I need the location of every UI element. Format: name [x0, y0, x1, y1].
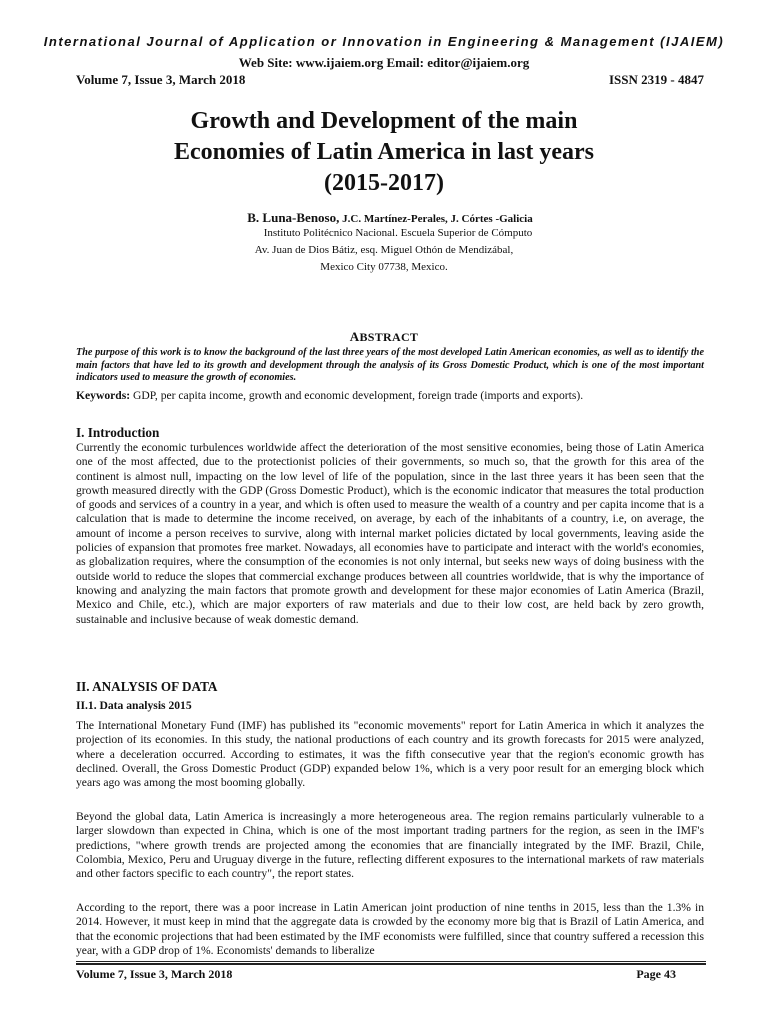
volume-info: Volume 7, Issue 3, March 2018 — [76, 72, 246, 87]
analysis-paragraph-1: The International Monetary Fund (IMF) has published its "economic movements" report for Latin America in which it analyzes the projection of its economies. In this study, the national productions of each country and its growth forecasts for 2015 were analyzed, where a deceleration occurred. According to estimates, it was the fifth consecutive year that the region's economic growth has declined. Overall, the Gross Domestic Product (GDP) expanded below 1%, which is a very poor result for an emerging block which years ago was among the most booming globally. — [76, 719, 704, 790]
abstract-heading-rest: BSTRACT — [359, 330, 419, 344]
affiliation-line-2: Av. Juan de Dios Bátiz, esq. Miguel Othón de Mendizábal, — [254, 244, 514, 256]
page-footer — [76, 967, 676, 982]
affiliation-line-1: Instituto Politécnico Nacional. Escuela Superior de Cómputo — [263, 227, 533, 239]
volume-issn-line — [76, 72, 704, 88]
analysis-heading: II. ANALYSIS OF DATA — [76, 679, 218, 694]
abstract-text: The purpose of this work is to know the background of the last three years of the most developed Latin American economies, as well as to identify the main factors that have led to its growth and development through the analysis of its Gross Domestic Product, which is one of the most important indicators used to measure the growth of economies. — [76, 347, 704, 383]
abstract-heading — [0, 329, 768, 345]
journal-website-line: Web Site: www.ijaiem.org Email: editor@ijaiem.org — [238, 55, 530, 70]
affiliation-line-3: Mexico City 07738, Mexico. — [320, 261, 448, 273]
analysis-paragraph-2: Beyond the global data, Latin America is increasingly a more heterogeneous area. The region remains particularly vulnerable to a larger slowdown than expected in China, which is one of the most important trading partners for the region, as seen in the IMF's predictions, "where growth trends are projected among the economies that are financially integrated by the IMF. Brazil, Chile, Colombia, Mexico, Peru and Uruguay diverge in the future, reflecting different exposures to the international markets of raw materials and other factors specific to each country", the report states. — [76, 810, 704, 881]
footer-rule — [76, 961, 706, 962]
introduction-paragraph: Currently the economic turbulences worldwide affect the deterioration of the most sensitive economies, being those of Latin America one of the most affected, due to the protectionist policies of their governments, so much so, that the growth for this area of the continent is almost null, impacting on the low level of life of the population, since in the last three years it has been seen that the growth measured directly with the GDP (Gross Domestic Product), which is the economic indicator that measures the total production of goods and services of a country in a year, and which is often used to measure the wealth of a country and per capita income that is a calculation that is made to determine the income received, on average, by each of the inhabitants of a country, i.e, on average, the amount of income a person receives to survive, along with internal market policies dictated by local governments, leaving aside the policies of expansion that promotes free market. Nowadays, all economies have to participate and interact with the world's economies, as globalization requires, where the consumption of the economies is not only internal, but seeks new ways of doing business with the outside world to reduce the slopes that commercial exchange produces between all countries worldwide, that is why the importance of knowing and analyzing the main factors that promote growth and development for these major economies of Latin America (Brazil, Mexico and Chile, etc.), which are major exporters of raw materials and due to their low cost, are held back by zero growth, sustainable and inclusive because of weak domestic demand. — [76, 441, 704, 626]
footer-volume: Volume 7, Issue 3, March 2018 — [76, 967, 233, 981]
author-line — [0, 210, 768, 226]
co-authors: J.C. Martínez-Perales, J. Córtes -Galicia — [339, 213, 533, 225]
page-number: Page 43 — [636, 967, 676, 981]
keywords — [76, 389, 704, 402]
analysis-paragraph-3: According to the report, there was a poor increase in Latin American joint production of nine tenths in 2015, less than the 1.3% in 2014. However, it must keep in mind that the aggregate data is crowded by the economy more big that is Brazil of Latin America, and that the economic projections that had been estimated by the IMF economists were fulfilled, since that country suffered a recession this year, with a GDP drop of 1%. Economists' demands to liberalize — [76, 901, 704, 957]
abstract-heading-initial: A — [349, 329, 360, 344]
analysis-subheading: II.1. Data analysis 2015 — [76, 699, 192, 712]
keywords-list: GDP, per capita income, growth and economic development, foreign trade (imports and exports). — [130, 389, 584, 402]
journal-title: International Journal of Application or Innovation in Engineering & Management (IJAIEM) — [43, 34, 725, 49]
keywords-label: Keywords: — [76, 389, 131, 402]
introduction-heading: I. Introduction — [76, 425, 160, 440]
paper-title: Growth and Development of the main Economies of Latin America in last years (2015-2017) — [174, 108, 594, 196]
issn: ISSN 2319 - 4847 — [609, 72, 704, 87]
footer-rule-thick — [76, 963, 706, 965]
lead-author: B. Luna-Benoso, — [247, 210, 340, 225]
